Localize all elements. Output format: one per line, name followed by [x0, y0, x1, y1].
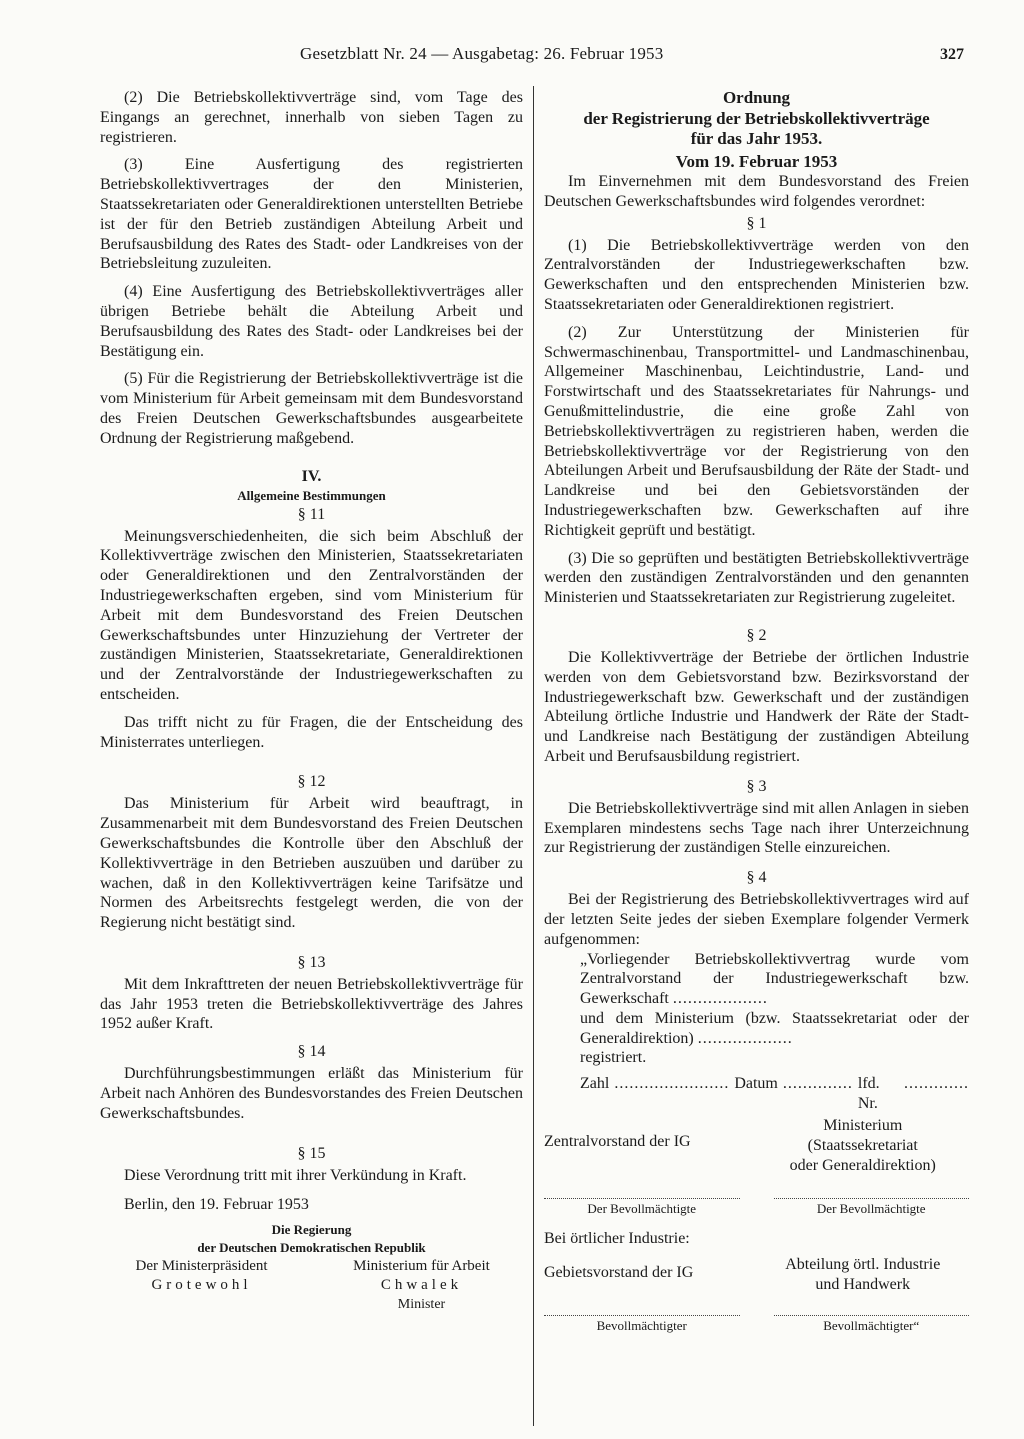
section-heading: § 3: [746, 777, 767, 795]
paragraph: Die Betriebskollektivverträge sind mit allen Anlagen in sieben Exemplaren mindestens sechs Tage nach ihrer Unterzeichnung zur Registrierung der zuständigen Stelle einzureichen.: [544, 799, 969, 857]
column-divider: [533, 86, 534, 1426]
label-datum: Datum: [734, 1075, 778, 1093]
ministry-line: oder Generaldirektion): [789, 1157, 936, 1175]
paragraph: Meinungsverschiedenheiten, die sich beim Abschluß der Kollektivverträge zwischen den Ministerien, Staatssekretariaten oder Generaldirektionen und den Zentralvorständen der Industriegewerkschaften ergeben, sind vom Ministerium für Arbeit mit dem Bundesvorstand des Freien Deutschen Gewerkschaftsbundes unter Hinzuziehung der Vertreter der zuständigen Ministerien, Staatssekretariate, Generaldirektionen und der Zentralvorstände der Industriegewerkschaften zu entscheiden.: [100, 527, 523, 703]
paragraph: Im Einvernehmen mit dem Bundesvorstand des Freien Deutschen Gewerkschaftsbundes wird folgendes verordnet:: [544, 173, 969, 210]
signature-field: Der Bevollmächtigte: [774, 1198, 970, 1217]
signer-name: Grotewohl: [151, 1277, 252, 1294]
section-heading: § 12: [297, 773, 326, 791]
signature-block: [100, 1257, 523, 1314]
signature-right: [320, 1257, 523, 1314]
signature-field: Bevollmächtigter: [544, 1315, 740, 1334]
paragraph: (3) Die so geprüften und bestätigten Betriebskollektivverträge werden den zuständigen Zentralvorständen und den genannten Ministerien und Staatssekretariaten zur Registrierung zugeleitet.: [544, 549, 969, 607]
page-header: [0, 44, 1024, 68]
label-zahl: Zahl: [580, 1075, 610, 1093]
fill-in-dots: ...................: [697, 1029, 793, 1047]
paragraph: (4) Eine Ausfertigung des Betriebskollektivverträges aller übrigen Betriebe behält die Abteilung Arbeit und Berufsausbildung des Rates des Stadt- oder Landkreises bei der Bestätigung ein.: [100, 283, 523, 360]
chapter-title: Allgemeine Bestimmungen: [237, 487, 386, 503]
label-gebietsvorstand: Gebietsvorstand der IG: [544, 1264, 694, 1282]
signer-role: Ministerium für Arbeit: [353, 1258, 490, 1275]
signature-lines: [544, 1315, 969, 1334]
ordinance-date: Vom 19. Februar 1953: [675, 151, 838, 171]
paragraph: Die Kollektivverträge der Betriebe der örtlichen Industrie werden von dem Gebietsvorstand bzw. Bezirksvorstand der Industriegewerkschaft bzw. Gewerkschaft und der zuständigen Abteilung örtliche Industrie und Handwerk der Räte der Stadt- und Landkreise nach Bestätigung der zuständigen Abteilung Arbeit und Berufsausbildung registriert.: [544, 648, 969, 765]
ordinance-title: Ordnung: [722, 88, 791, 107]
department-label: [757, 1255, 970, 1295]
ordinance-title-line2: der Registrierung der Betriebskollektivverträge: [583, 108, 930, 128]
government-name: Die Regierung: [271, 1222, 352, 1238]
signer-title: Minister: [397, 1297, 446, 1313]
section-heading: § 15: [297, 1144, 326, 1162]
ministry-line: (Staatssekretariat: [807, 1137, 918, 1155]
section-heading: § 13: [297, 953, 326, 971]
paragraph: Diese Verordnung tritt mit ihrer Verkündung in Kraft.: [124, 1166, 467, 1184]
label-lfd-nr: lfd. Nr.: [857, 1075, 880, 1113]
section-heading: § 14: [297, 1043, 326, 1061]
signer-role: Der Ministerpräsident: [135, 1258, 268, 1275]
note-line: „Vorliegender Betriebskollektivvertrag wurde vom Zentralvorstand der Industriegewerkschaft bzw. Gewerkschaft: [580, 950, 969, 1008]
paragraph: Mit dem Inkrafttreten der neuen Betriebskollektivverträge für das Jahr 1953 treten die Betriebskollektivverträge des Jahres 1952 außer Kraft.: [100, 975, 523, 1033]
paragraph: Durchführungsbestimmungen erläßt das Ministerium für Arbeit nach Anhören des Bundesvorstandes des Freien Deutschen Gewerkschaftsbundes.: [100, 1065, 523, 1122]
fill-in-dots: ..............: [777, 1075, 858, 1093]
section-heading: § 2: [746, 626, 767, 644]
government-name-line2: der Deutschen Demokratischen Republik: [197, 1240, 426, 1256]
signature-field: Der Bevollmächtigte: [544, 1198, 740, 1217]
left-column: [100, 88, 523, 1314]
signer-name: Chwalek: [380, 1277, 463, 1294]
registration-note: [580, 950, 969, 1009]
registration-note: [580, 1009, 969, 1049]
local-industry-label: Bei örtlicher Industrie:: [544, 1230, 690, 1248]
ministry-label: [757, 1116, 970, 1176]
ministry-line: Ministerium: [823, 1117, 903, 1135]
registration-number-row: [544, 1074, 969, 1114]
signature-left: [100, 1257, 303, 1314]
chapter-number: IV.: [301, 467, 322, 485]
signatory-row: [544, 1116, 969, 1176]
paragraph: (1) Die Betriebskollektivverträge werden von den Zentralvorständen der Industriegewerkschaften bzw. Gewerkschaften und den entsprechenden Ministerien bzw. Staatssekretariaten oder Generaldirektionen registriert.: [544, 236, 969, 313]
section-heading: § 11: [297, 505, 326, 523]
note-line: und dem Ministerium (bzw. Staatssekretariat oder der Generaldirektion): [580, 1009, 969, 1047]
department-line: Abteilung örtl. Industrie: [785, 1256, 941, 1274]
place-date: Berlin, den 19. Februar 1953: [124, 1196, 309, 1214]
signature-field: Bevollmächtigter“: [774, 1315, 970, 1334]
gazette-title: Gesetzblatt Nr. 24 — Ausgabetag: 26. Februar 1953: [300, 44, 664, 63]
paragraph: Das trifft nicht zu für Fragen, die der Entscheidung des Ministerrates unterliegen.: [100, 713, 523, 751]
paragraph: Das Ministerium für Arbeit wird beauftragt, in Zusammenarbeit mit dem Bundesvorstand des Freien Deutschen Gewerkschaftsbundes die Kontrolle über den Abschluß der Kollektivverträge in den Betrieben auszuüben und darüber zu wachen, daß in den Kollektivverträgen keine Tarifsätze und Normen des Arbeitsrechts festgelegt werden, die von der Regierung nicht bestätigt sind.: [100, 795, 523, 932]
ordinance-title-line3: für das Jahr 1953.: [690, 129, 823, 148]
right-column: [544, 88, 969, 1334]
note-line: registriert.: [580, 1049, 647, 1067]
paragraph: (2) Zur Unterstützung der Ministerien für Schwermaschinenbau, Transportmittel- und Landmaschinenbau, Allgemeiner Maschinenbau, Leichtindustrie, Land- und Forstwirtschaft und des Staatssekretariates für Nahrungs- und Genußmittelindustrie, die eine große Zahl von Betriebskollektivverträgen zu registrieren haben, werden die Betriebskollektivverträge vor der Registrierung von den Abteilungen Arbeit und Berufsausbildung der Räte der Stadt- und Landkreise und bei den Gebietsvorständen der Industriegewerkschaften bzw. Gewerkschaften auf ihre Richtigkeit geprüft und bestätigt.: [544, 323, 969, 539]
paragraph: Bei der Registrierung des Betriebskollektivvertrages wird auf der letzten Seite jedes der sieben Exemplare folgender Vermerk aufgenommen:: [544, 891, 969, 948]
local-signatory-row: [544, 1255, 969, 1295]
section-heading: § 1: [746, 214, 767, 232]
paragraph: (2) Die Betriebskollektivverträge sind, vom Tage des Eingangs an gerechnet, innerhalb von sieben Tagen zu registrieren.: [100, 89, 523, 146]
paragraph: (5) Für die Registrierung der Betriebskollektivverträge ist die vom Ministerium für Arbeit gemeinsam mit dem Bundesvorstand des Freien Deutschen Gewerkschaftsbundes ausgearbeitete Ordnung der Registrierung maßgebend.: [100, 370, 523, 447]
department-line: und Handwerk: [815, 1276, 911, 1294]
page-number: 327: [940, 46, 964, 63]
paragraph: (3) Eine Ausfertigung des registrierten Betriebskollektivvertrages der den Ministerien, Staatssekretariaten oder Generaldirektionen unterstellten Betriebe ist der für den Betrieb zuständigen Abteilung Arbeit und Berufsausbildung des Rates des Stadt- oder Landkreises von der Betriebsleitung zuzuleiten.: [100, 156, 523, 273]
fill-in-dots: .............: [899, 1075, 969, 1093]
label-zentralvorstand: Zentralvorstand der IG: [544, 1133, 691, 1151]
section-heading: § 4: [746, 869, 767, 887]
signature-lines: [544, 1198, 969, 1217]
fill-in-dots: ...................: [672, 990, 768, 1008]
fill-in-dots: .......................: [609, 1075, 735, 1093]
